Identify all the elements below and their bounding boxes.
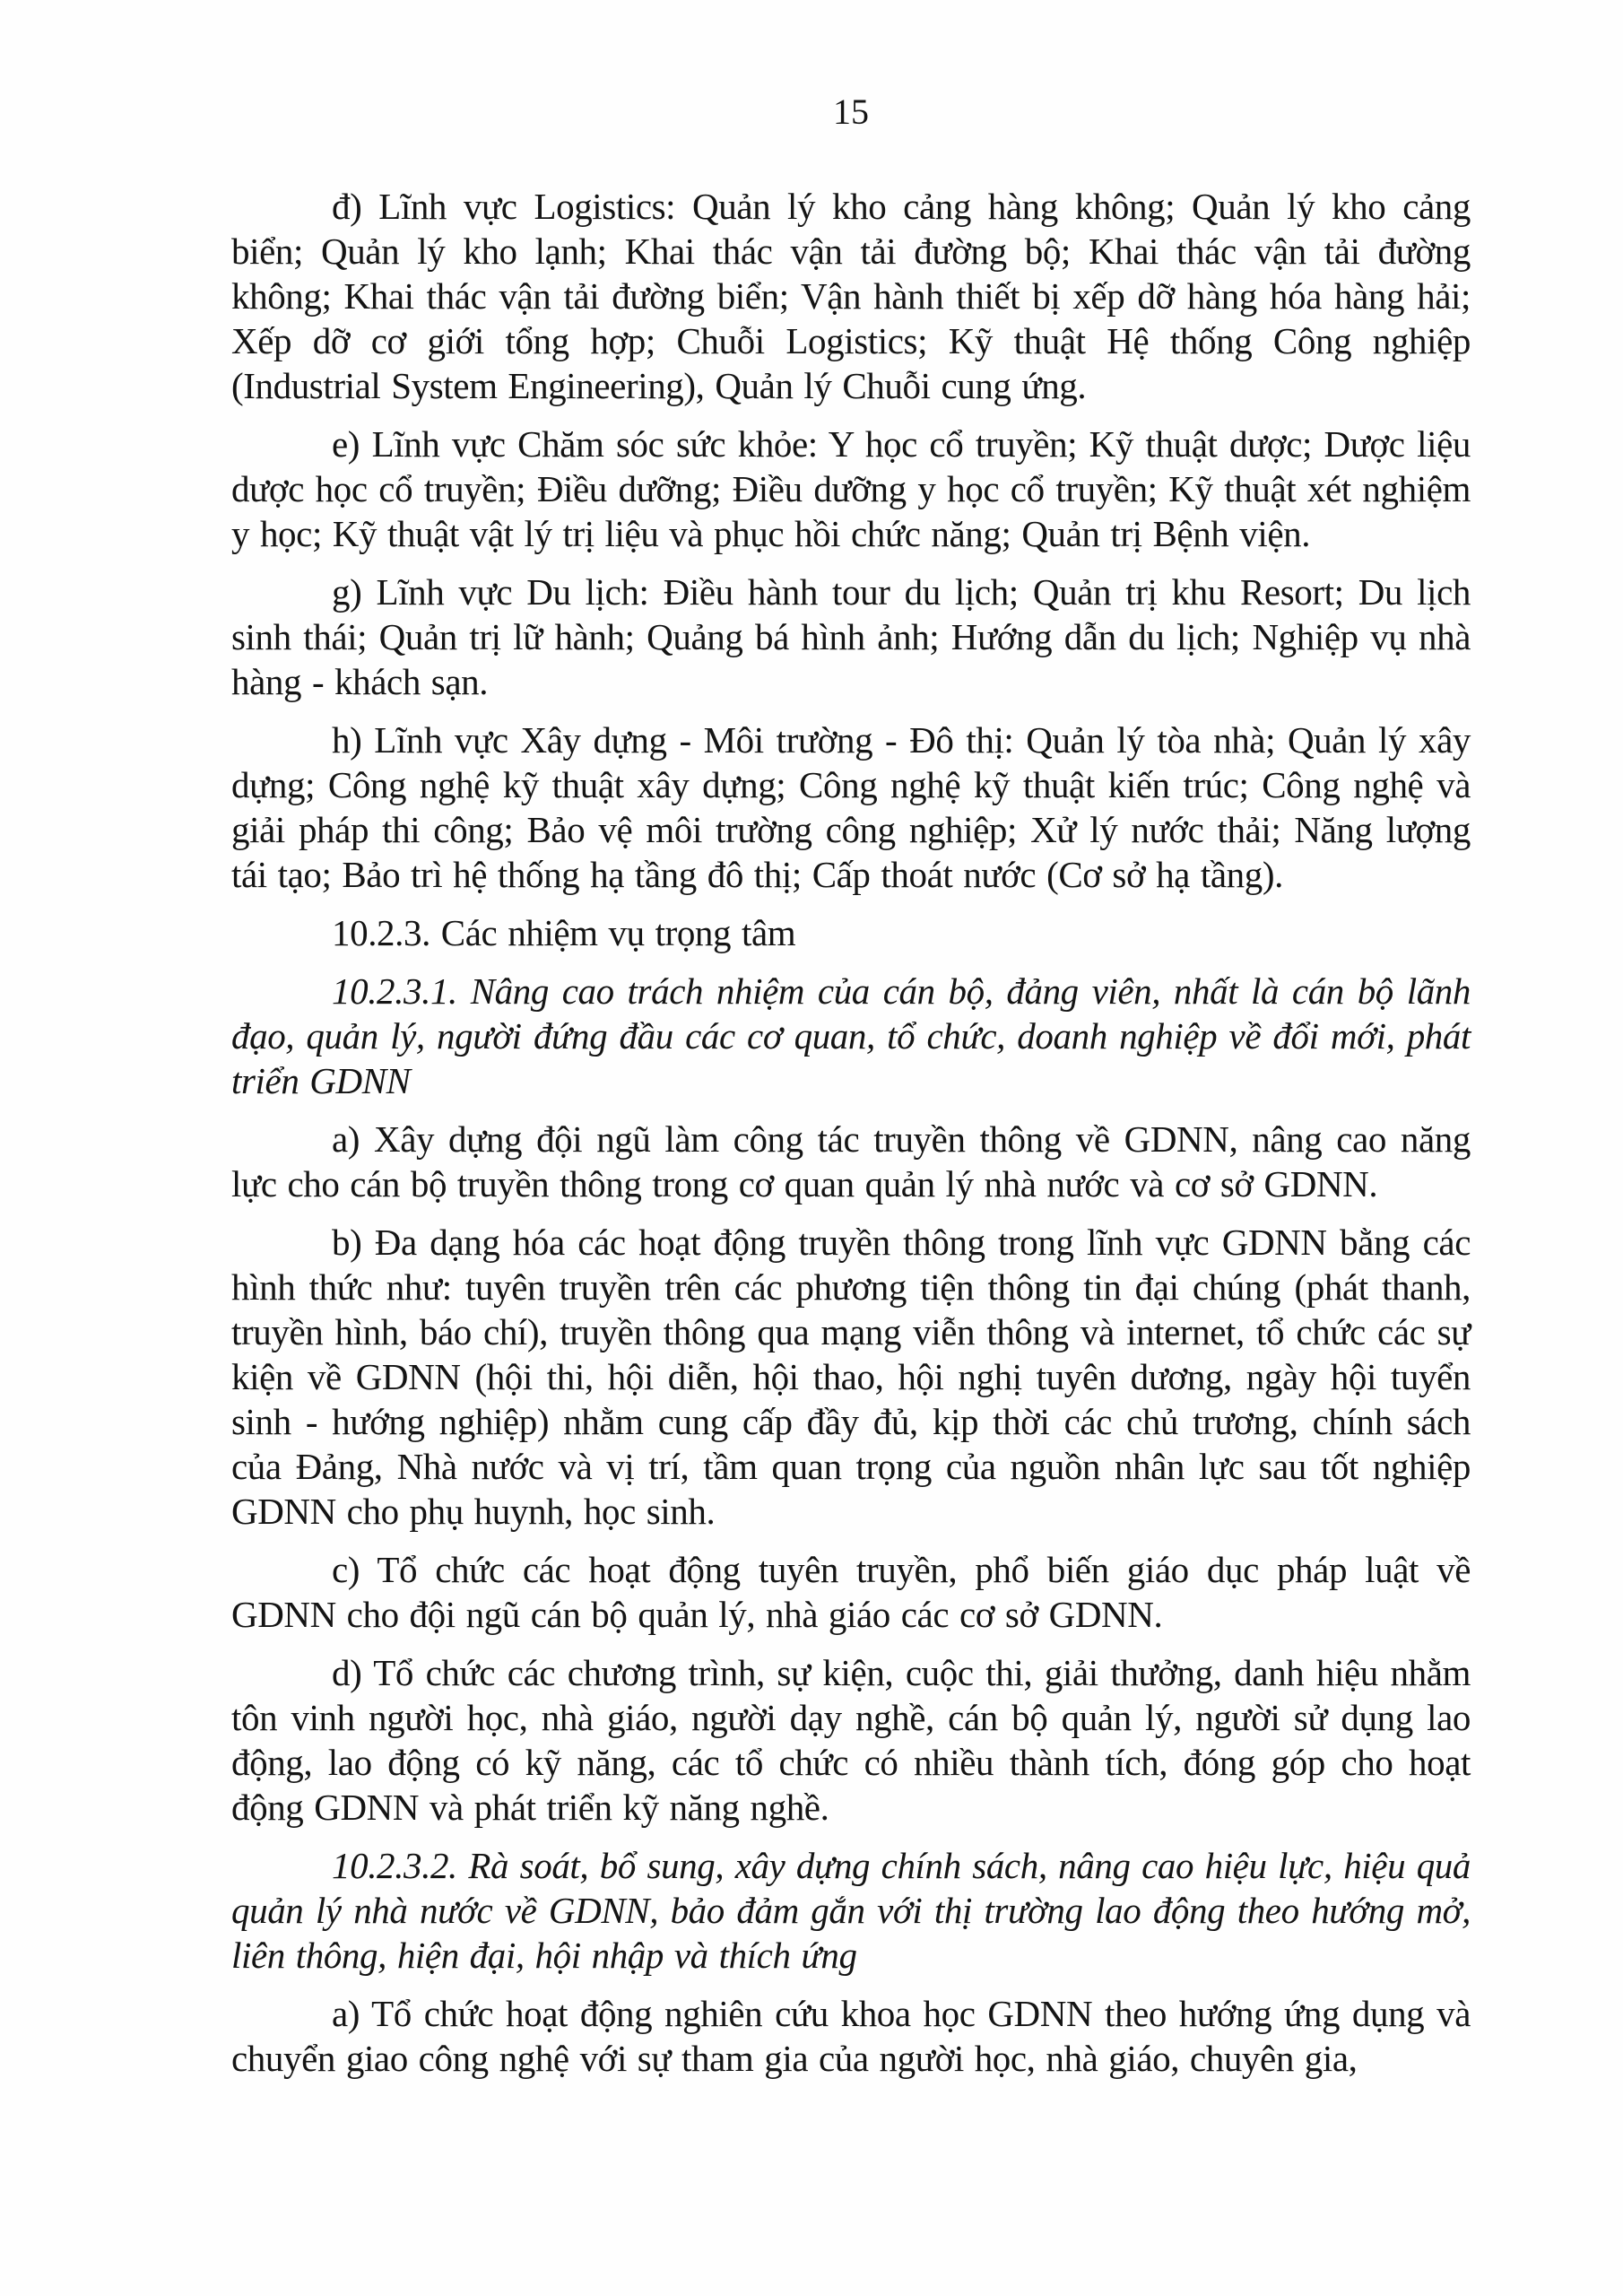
paragraph: c) Tổ chức các hoạt động tuyên truyền, phổ biến giáo dục pháp luật về GDNN cho đội ngũ cán bộ quản lý, nhà giáo các cơ sở GDNN. <box>231 1549 1471 1635</box>
section-heading: 10.2.3. Các nhiệm vụ trọng tâm <box>332 912 796 953</box>
paragraph: e) Lĩnh vực Chăm sóc sức khỏe: Y học cổ truyền; Kỹ thuật dược; Dược liệu dược học cổ truyền; Điều dưỡng; Điều dưỡng y học cổ truyền; Kỹ thuật xét nghiệm y học; Kỹ thuật vật lý trị liệu và phục hồi chức năng; Quản trị Bệnh viện. <box>231 423 1471 554</box>
paragraph: a) Xây dựng đội ngũ làm công tác truyền thông về GDNN, nâng cao năng lực cho cán bộ truyền thông trong cơ quan quản lý nhà nước và cơ sở GDNN. <box>231 1118 1471 1205</box>
paragraph: g) Lĩnh vực Du lịch: Điều hành tour du lịch; Quản trị khu Resort; Du lịch sinh thái; Quản trị lữ hành; Quảng bá hình ảnh; Hướng dẫn du lịch; Nghiệp vụ nhà hàng - khách sạn. <box>231 571 1471 702</box>
paragraph: đ) Lĩnh vực Logistics: Quản lý kho cảng hàng không; Quản lý kho cảng biển; Quản lý kho lạnh; Khai thác vận tải đường bộ; Khai thác vận tải đường không; Khai thác vận tải đường biển; Vận hành thiết bị xếp dỡ hàng hóa hàng hải; Xếp dỡ cơ giới tổng hợp; Chuỗi Logistics; Kỹ thuật Hệ thống Công nghiệp (Industrial System Engineering), Quản lý Chuỗi cung ứng. <box>231 186 1471 406</box>
section-heading: 10.2.3.2. Rà soát, bổ sung, xây dựng chính sách, nâng cao hiệu lực, hiệu quả quản lý nhà nước về GDNN, bảo đảm gắn với thị trường lao động theo hướng mở, liên thông, hiện đại, hội nhập và thích ứng <box>231 1845 1471 1976</box>
paragraph: h) Lĩnh vực Xây dựng - Môi trường - Đô thị: Quản lý tòa nhà; Quản lý xây dựng; Công nghệ kỹ thuật xây dựng; Công nghệ kỹ thuật kiến trúc; Công nghệ và giải pháp thi công; Bảo vệ môi trường công nghiệp; Xử lý nước thải; Năng lượng tái tạo; Bảo trì hệ thống hạ tầng đô thị; Cấp thoát nước (Cơ sở hạ tầng). <box>231 719 1471 895</box>
document-body <box>231 184 1471 2081</box>
page-number: 15 <box>833 91 869 132</box>
section-heading: 10.2.3.1. Nâng cao trách nhiệm của cán bộ, đảng viên, nhất là cán bộ lãnh đạo, quản lý, người đứng đầu các cơ quan, tổ chức, doanh nghiệp về đổi mới, phát triển GDNN <box>231 970 1471 1101</box>
paragraph: b) Đa dạng hóa các hoạt động truyền thông trong lĩnh vực GDNN bằng các hình thức như: tuyên truyền trên các phương tiện thông tin đại chúng (phát thanh, truyền hình, báo chí), truyền thông qua mạng viễn thông và internet, tổ chức các sự kiện về GDNN (hội thi, hội diễn, hội thao, hội nghị tuyên dương, ngày hội tuyển sinh - hướng nghiệp) nhằm cung cấp đầy đủ, kịp thời các chủ trương, chính sách của Đảng, Nhà nước và vị trí, tầm quan trọng của nguồn nhân lực sau tốt nghiệp GDNN cho phụ huynh, học sinh. <box>231 1222 1471 1532</box>
paragraph: a) Tổ chức hoạt động nghiên cứu khoa học GDNN theo hướng ứng dụng và chuyển giao công nghệ với sự tham gia của người học, nhà giáo, chuyên gia, <box>231 1993 1471 2079</box>
paragraph: d) Tổ chức các chương trình, sự kiện, cuộc thi, giải thưởng, danh hiệu nhằm tôn vinh người học, nhà giáo, người dạy nghề, cán bộ quản lý, người sử dụng lao động, lao động có kỹ năng, các tổ chức có nhiều thành tích, đóng góp cho hoạt động GDNN và phát triển kỹ năng nghề. <box>231 1652 1471 1828</box>
